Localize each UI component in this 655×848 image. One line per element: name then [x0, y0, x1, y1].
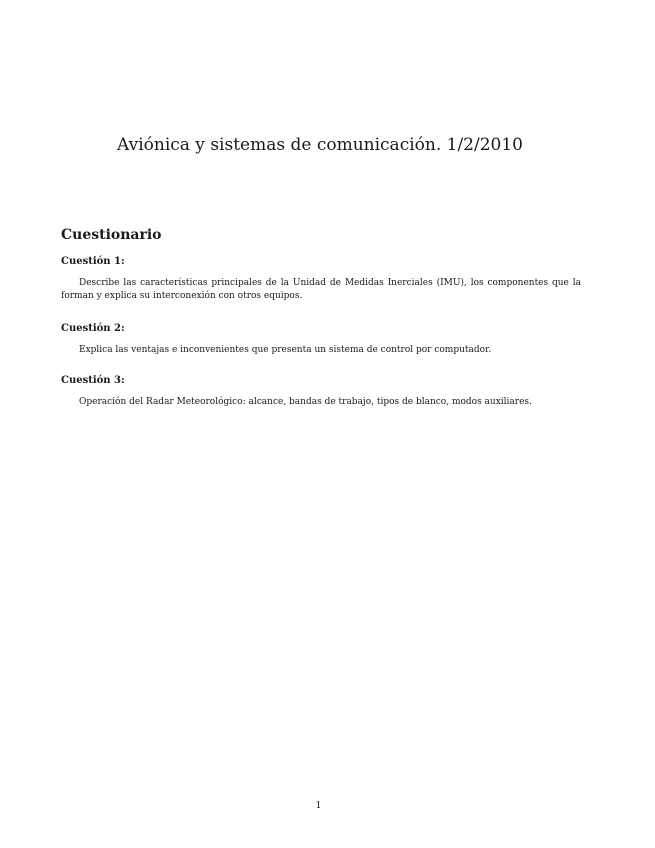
document-title: Aviónica y sistemas de comunicación. 1/2/2010: [117, 135, 523, 155]
question-2-heading: Cuestión 2:: [61, 323, 125, 334]
question-1-text: Describe las características principales de la Unidad de Medidas Inerciales (IMU), los componentes que la forman y explica su interconexión con otros equipos.: [61, 278, 581, 301]
question-3: [61, 374, 581, 409]
question-1: [61, 255, 581, 303]
section-heading-cuestionario: Cuestionario: [61, 227, 162, 243]
question-3-heading: Cuestión 3:: [61, 375, 125, 386]
question-3-text: Operación del Radar Meteorológico: alcance, bandas de trabajo, tipos de blanco, modos auxiliares.: [79, 397, 532, 407]
question-2-text: Explica las ventajas e inconvenientes que presenta un sistema de control por computador.: [79, 345, 492, 355]
question-2: [61, 322, 581, 357]
question-1-heading: Cuestión 1:: [61, 256, 125, 267]
page-number: 1: [315, 801, 322, 811]
